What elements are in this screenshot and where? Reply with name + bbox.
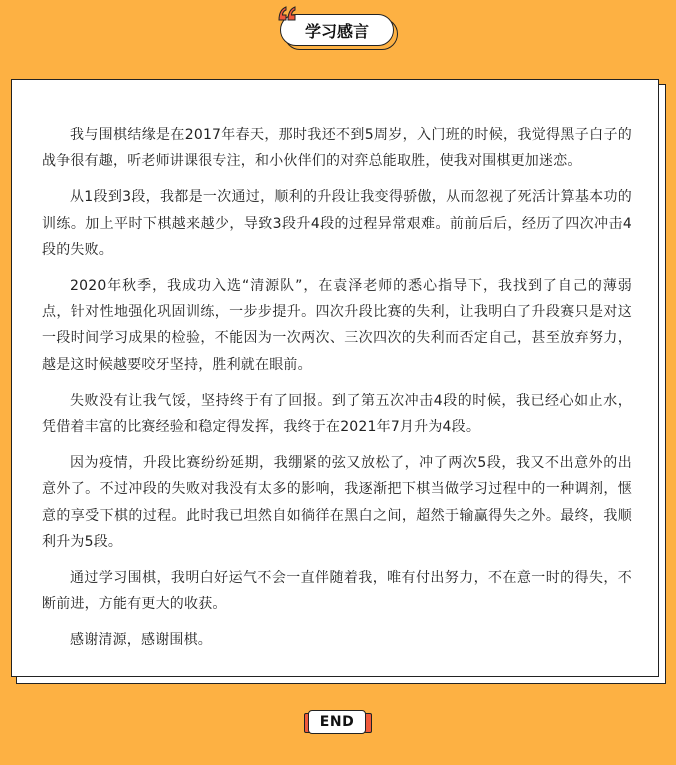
page-title: 学习感言 bbox=[280, 14, 394, 46]
quote-icon bbox=[278, 6, 296, 22]
article-paragraph: 从1段到3段，我都是一次通过，顺利的升段让我变得骄傲，从而忽视了死活计算基本功的训练。加上平时下棋越来越少，导致3段升4段的过程异常艰难。前前后后，经历了四次冲击4段的失败。 bbox=[42, 189, 632, 258]
article-paragraph: 感谢清源，感谢围棋。 bbox=[70, 632, 212, 649]
article-paragraph: 2020年秋季，我成功入选“清源队”，在袁泽老师的悉心指导下，我找到了自己的薄弱点，针对性地强化巩固训练，一步步提升。四次升段比赛的失利，让我明白了升段赛只是对这一段时间学习成果的检验，不能因为一次两次、三次四次的失利而否定自己，甚至放弃努力，越是这时候越要咬牙坚持，胜利就在眼前。 bbox=[42, 278, 632, 373]
end-badge bbox=[302, 709, 374, 739]
end-label: END bbox=[308, 710, 366, 734]
article-paragraph: 失败没有让我气馁，坚持终于有了回报。到了第五次冲击4段的时候，我已经心如止水，凭借着丰富的比赛经验和稳定得发挥，我终于在2021年7月升为4段。 bbox=[42, 392, 632, 436]
article-paragraph: 因为疫情，升段比赛纷纷延期，我绷紧的弦又放松了，冲了两次5段，我又不出意外的出意外了。不过冲段的失败对我没有太多的影响，我逐渐把下棋当做学习过程中的一种调剂，惬意的享受下棋的过程。此时我已坦然自如徜徉在黑白之间，超然于输赢得失之外。最终，我顺利升为5段。 bbox=[42, 455, 632, 550]
title-badge bbox=[280, 14, 398, 50]
article-paragraph: 通过学习围棋，我明白好运气不会一直伴随着我，唯有付出努力，不在意一时的得失，不断前进，方能有更大的收获。 bbox=[42, 570, 632, 613]
article-paragraph: 我与围棋结缘是在2017年春天，那时我还不到5周岁，入门班的时候，我觉得黑子白子的战争很有趣，听老师讲课很专注，和小伙伴们的对弈总能取胜，使我对围棋更加迷恋。 bbox=[42, 127, 632, 170]
article-card bbox=[11, 79, 659, 677]
